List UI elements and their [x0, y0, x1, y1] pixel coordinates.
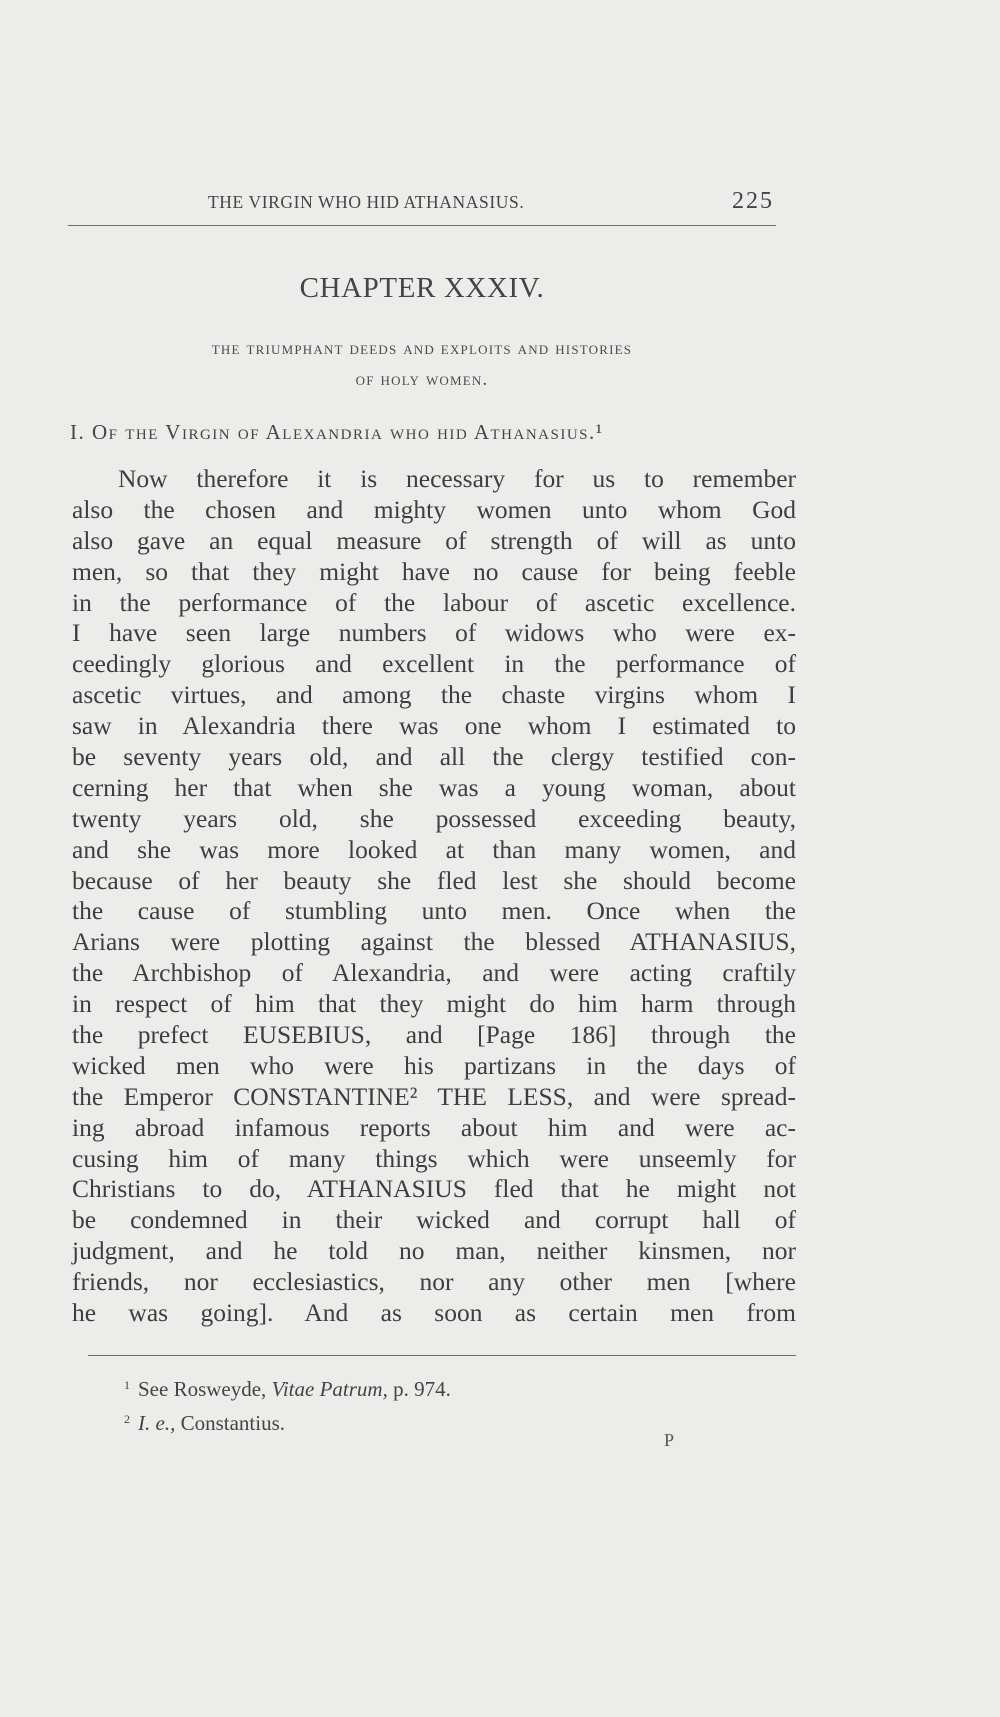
body-line: also the chosen and mighty women unto whom God	[72, 494, 796, 524]
header-rule	[68, 225, 776, 226]
body-line: be condemned in their wicked and corrupt hall of	[72, 1205, 796, 1235]
subtitle-line-2: of holy women.	[355, 370, 489, 390]
body-line: also gave an equal measure of strength of will as unto	[72, 525, 796, 555]
body-text	[72, 464, 796, 1329]
chapter-title: CHAPTER XXXIV.	[299, 272, 545, 304]
body-line: because of her beauty she fled lest she should become	[72, 865, 796, 895]
body-line: Now therefore it is necessary for us to remember	[118, 464, 796, 493]
footnote-rule	[88, 1355, 796, 1356]
chapter-subtitle	[68, 334, 776, 396]
signature-mark: P	[664, 1430, 675, 1450]
footnote-1	[124, 1370, 784, 1404]
body-line: ascetic virtues, and among the chaste virgins whom I	[72, 680, 796, 710]
section-heading: I. Of the Virgin of Alexandria who hid Athanasius.¹	[70, 420, 604, 444]
body-line: ing abroad infamous reports about him and were ac-	[72, 1112, 796, 1142]
footnote-marker: 1	[124, 1378, 130, 1392]
body-line: the Archbishop of Alexandria, and were acting craftily	[72, 958, 796, 988]
footnote-italic: Vitae Patrum,	[271, 1377, 388, 1401]
body-line: twenty years old, she possessed exceeding beauty,	[72, 803, 796, 833]
body-line: judgment, and he told no man, neither kinsmen, nor	[72, 1236, 796, 1266]
body-line: the Emperor CONSTANTINE² THE LESS, and were spread-	[72, 1081, 796, 1111]
footnote-text: Constantius.	[175, 1411, 286, 1435]
running-title: THE VIRGIN WHO HID ATHANASIUS.	[208, 192, 525, 212]
footnote-text: See Rosweyde,	[138, 1377, 272, 1401]
body-line: ceedingly glorious and excellent in the performance of	[72, 649, 796, 679]
body-line: in respect of him that they might do him harm through	[72, 989, 796, 1019]
body-line: be seventy years old, and all the clergy testified con-	[72, 742, 796, 772]
body-line: Christians to do, ATHANASIUS fled that he might not	[72, 1174, 796, 1204]
body-line: and she was more looked at than many women, and	[72, 834, 796, 864]
subtitle-line-1: the triumphant deeds and exploits and histories	[211, 339, 633, 359]
footnote-2	[124, 1404, 784, 1438]
footnote-italic: I. e.,	[138, 1411, 176, 1435]
body-line: cerning her that when she was a young woman, about	[72, 772, 796, 802]
body-line: men, so that they might have no cause for being feeble	[72, 556, 796, 586]
body-line: saw in Alexandria there was one whom I estimated to	[72, 711, 796, 741]
body-line: Arians were plotting against the blessed ATHANASIUS,	[72, 927, 796, 957]
body-line: the cause of stumbling unto men. Once when the	[72, 896, 796, 926]
footnote-text: p. 974.	[387, 1377, 451, 1401]
body-line: friends, nor ecclesiastics, nor any other men [where	[72, 1267, 796, 1297]
footnotes	[124, 1370, 784, 1438]
body-line: he was going]. And as soon as certain men from	[72, 1298, 796, 1328]
body-line: cusing him of many things which were unseemly for	[72, 1143, 796, 1173]
footnote-marker: 2	[124, 1412, 130, 1426]
body-line: the prefect EUSEBIUS, and [Page 186] through the	[72, 1020, 796, 1050]
running-head	[68, 188, 776, 218]
page-number: 225	[732, 188, 774, 214]
body-line: wicked men who were his partizans in the days of	[72, 1050, 796, 1080]
body-line: I have seen large numbers of widows who were ex-	[72, 618, 796, 648]
body-line: in the performance of the labour of ascetic excellence.	[72, 587, 796, 617]
